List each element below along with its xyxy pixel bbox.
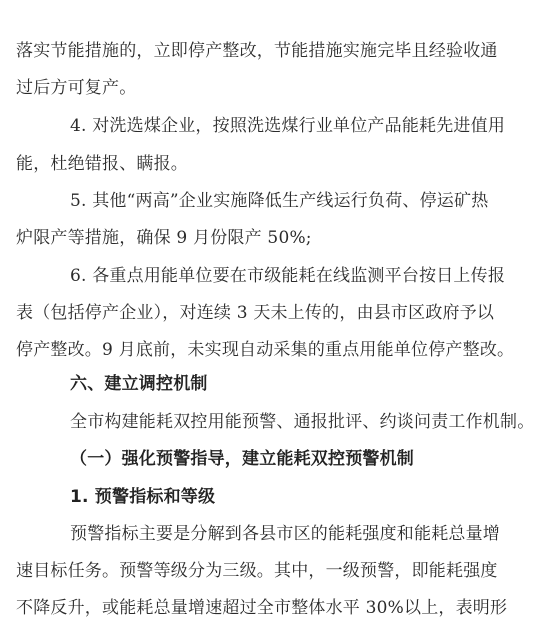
text-line-7: 6. 各重点用能单位要在市级能耗在线监测平台按日上传报 bbox=[70, 266, 506, 286]
text-line-4: 能，杜绝错报、瞒报。 bbox=[16, 154, 188, 174]
text-line-6: 炉限产等措施，确保 9 月份限产 50%; bbox=[16, 228, 312, 248]
text-line-2: 过后方可复产。 bbox=[16, 78, 137, 98]
text-line-1: 落实节能措施的，立即停产整改，节能措施实施完毕且经验收通 bbox=[16, 41, 498, 61]
text-line-11: 全市构建能耗双控用能预警、通报批评、约谈问责工作机制。 bbox=[70, 412, 535, 432]
section-heading: 六、建立调控机制 bbox=[70, 374, 208, 394]
text-line-9: 停产整改。9 月底前，未实现自动采集的重点用能单位停产整改。 bbox=[16, 340, 515, 360]
text-line-5: 5. 其他“两高”企业实施降低生产线运行负荷、停运矿热 bbox=[70, 191, 489, 211]
subsection-heading: （一）强化预警指导，建立能耗双控预警机制 bbox=[70, 449, 414, 469]
text-line-16: 不降反升，或能耗总量增速超过全市整体水平 30%以上，表明形 bbox=[16, 598, 508, 618]
text-line-3: 4. 对洗选煤企业，按照洗选煤行业单位产品能耗先进值用 bbox=[70, 116, 506, 136]
text-line-15: 速目标任务。预警等级分为三级。其中，一级预警，即能耗强度 bbox=[16, 561, 498, 581]
item-heading: 1. 预警指标和等级 bbox=[70, 487, 216, 507]
text-line-14: 预警指标主要是分解到各县市区的能耗强度和能耗总量增 bbox=[70, 524, 500, 544]
text-line-8: 表（包括停产企业），对连续 3 天未上传的，由县市区政府予以 bbox=[16, 303, 495, 323]
